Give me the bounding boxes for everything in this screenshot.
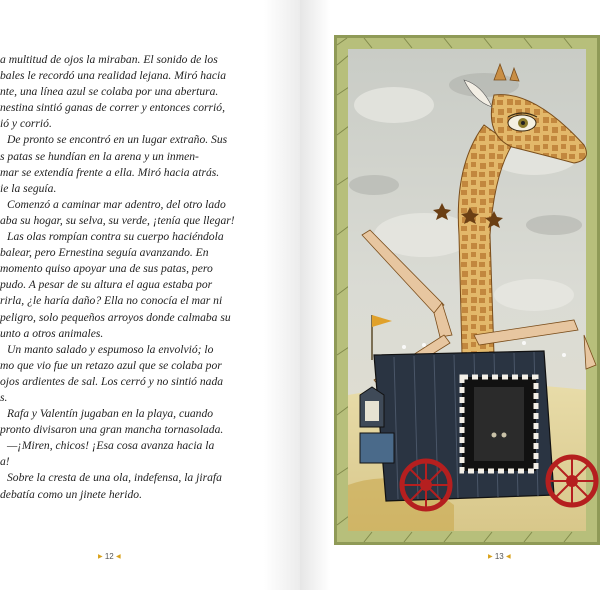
page-number: 12 bbox=[104, 552, 114, 561]
text-line: bales le recordó una realidad lejana. Miró hacia bbox=[0, 69, 227, 83]
page-number: 13 bbox=[494, 552, 504, 561]
text-line: Comenzó a caminar mar adentro, del otro lado bbox=[7, 197, 226, 211]
page-number-right bbox=[488, 552, 511, 561]
arrow-right-icon: ▶ bbox=[98, 554, 103, 560]
giraffe-wagon-illustration bbox=[334, 35, 600, 545]
text-line: Sobre la cresta de una ola, indefensa, la jirafa bbox=[7, 471, 222, 485]
text-line: De pronto se encontró en un lugar extraño. Sus bbox=[7, 133, 228, 147]
text-line: mo que vio fue un retazo azul que se colaba por bbox=[0, 358, 222, 372]
text-line: rirla, ¿le haría daño? Ella no conocía el mar ni bbox=[0, 294, 223, 308]
text-line: s patas se hundían en la arena y un inmen- bbox=[0, 149, 199, 163]
text-line: s. bbox=[0, 390, 8, 404]
text-line: a! bbox=[0, 455, 10, 469]
wagon-wheel-left bbox=[402, 461, 450, 509]
text-line: balear, pero Ernestina seguía avanzando. En bbox=[0, 246, 209, 260]
page-number-left bbox=[98, 552, 121, 561]
text-line: —¡Miren, chicos! ¡Esa cosa avanza hacia la bbox=[7, 439, 215, 453]
text-line: peligro, solo pequeños arroyos donde calmaba su bbox=[0, 310, 231, 324]
text-line: ojos ardientes de sal. Los cerró y no sintió nada bbox=[0, 374, 224, 388]
text-line: a multitud de ojos la miraban. El sonido de los bbox=[0, 53, 218, 66]
text-line: pronto divisaron una gran mancha tornasolada. bbox=[0, 423, 224, 437]
text-line: Un manto salado y espumoso la envolvió; lo bbox=[7, 342, 214, 356]
text-line: aba su hogar, su selva, su verde, ¡tenía que llegar! bbox=[0, 213, 235, 227]
text-line: Rafa y Valentín jugaban en la playa, cuando bbox=[7, 407, 214, 421]
text-line: ie la seguía. bbox=[0, 181, 57, 195]
text-line: nte, una línea azul se colaba por una abertura. bbox=[0, 85, 219, 99]
arrow-right-icon: ▶ bbox=[488, 554, 493, 560]
arrow-left-icon: ◀ bbox=[116, 554, 121, 560]
arrow-left-icon: ◀ bbox=[506, 554, 511, 560]
text-line: nestina sintió ganas de correr y entonces corrió, bbox=[0, 101, 225, 115]
text-line: unto a otros animales. bbox=[0, 326, 104, 340]
text-line: momento quiso apoyar una de sus patas, pero bbox=[0, 262, 213, 276]
wagon-wheel-right bbox=[548, 457, 596, 505]
story-text bbox=[0, 52, 276, 503]
text-line: mar se extendía frente a ella. Miró hacia atrás. bbox=[0, 165, 220, 179]
text-line: ió y corrió. bbox=[0, 117, 52, 131]
text-line: pudo. A pesar de su altura el agua estaba por bbox=[0, 278, 213, 292]
text-line: Las olas rompían contra su cuerpo haciéndola bbox=[7, 230, 224, 244]
text-line: debatía como un jinete herido. bbox=[0, 487, 142, 501]
